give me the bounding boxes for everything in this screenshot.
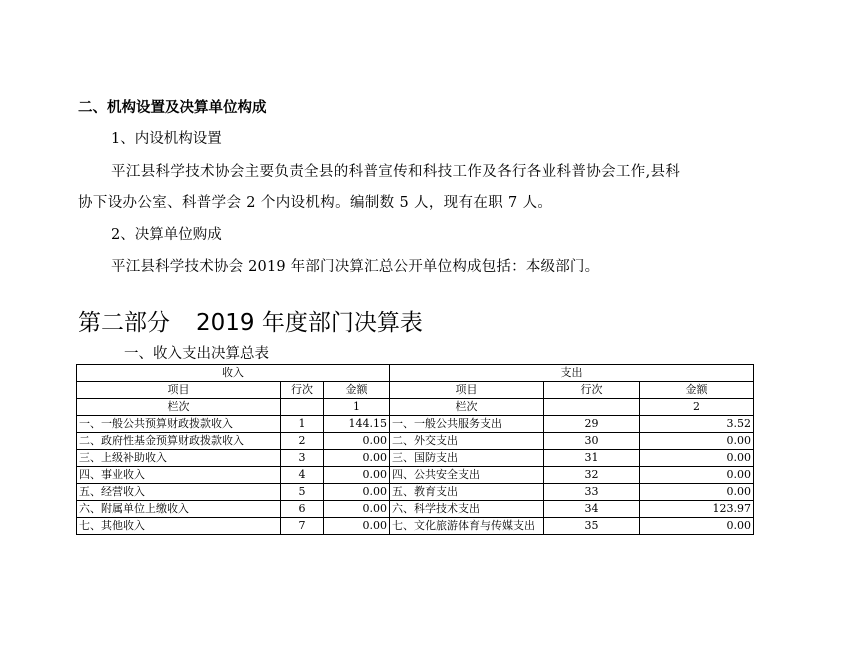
table-title: 一、收入支出决算总表 [124,346,269,362]
income-line: 4 [281,467,324,484]
income-line: 1 [281,416,324,433]
expense-amount: 3.52 [640,416,754,433]
income-header: 收入 [77,365,390,382]
expense-amount: 0.00 [640,518,754,535]
income-amount: 0.00 [324,501,390,518]
part-title-label: 第二部分 [78,310,170,336]
expense-line: 35 [544,518,640,535]
income-line: 2 [281,433,324,450]
income-amount: 0.00 [324,433,390,450]
income-lanci-no: 1 [324,399,390,416]
income-amount: 144.15 [324,416,390,433]
paragraph-budget-units: 平江县科学技术协会 2019 年部门决算汇总公开单位构成包括：本级部门。 [111,259,600,275]
table-row [77,467,754,484]
budget-summary-table [76,364,754,535]
income-item: 七、其他收入 [77,518,281,535]
expense-item: 五、教育支出 [390,484,544,501]
expense-line: 32 [544,467,640,484]
expense-col-line: 行次 [544,382,640,399]
expense-amount: 0.00 [640,484,754,501]
table-row [77,416,754,433]
expense-amount: 0.00 [640,467,754,484]
income-line: 3 [281,450,324,467]
income-amount: 0.00 [324,450,390,467]
expense-item: 四、公共安全支出 [390,467,544,484]
paragraph-structure-line1: 平江县科学技术协会主要负责全县的科普宣传和科技工作及各行各业科普协会工作,县科 [111,164,681,180]
income-line: 5 [281,484,324,501]
income-lanci-empty [281,399,324,416]
income-amount: 0.00 [324,518,390,535]
expense-line: 29 [544,416,640,433]
subheading-budget-units: 2、决算单位购成 [111,227,222,243]
table-header-row-groups [77,365,754,382]
income-lanci-label: 栏次 [77,399,281,416]
expense-lanci-label: 栏次 [390,399,544,416]
part-title [78,308,423,338]
expense-line: 33 [544,484,640,501]
paragraph-structure-line2: 协下设办公室、科普学会 2 个内设机构。编制数 5 人，现有在职 7 人。 [78,195,553,211]
income-col-item: 项目 [77,382,281,399]
table-row [77,450,754,467]
expense-amount: 0.00 [640,433,754,450]
income-item: 三、上级补助收入 [77,450,281,467]
expense-item: 六、科学技术支出 [390,501,544,518]
income-line: 6 [281,501,324,518]
income-amount: 0.00 [324,467,390,484]
income-item: 四、事业收入 [77,467,281,484]
expense-lanci-empty [544,399,640,416]
income-item: 五、经营收入 [77,484,281,501]
table-row [77,484,754,501]
table-row [77,433,754,450]
expense-col-amount: 金额 [640,382,754,399]
income-item: 一、一般公共预算财政拨款收入 [77,416,281,433]
table-row [77,518,754,535]
expense-col-item: 项目 [390,382,544,399]
table-header-row-columns [77,382,754,399]
expense-amount: 123.97 [640,501,754,518]
income-amount: 0.00 [324,484,390,501]
expense-line: 34 [544,501,640,518]
expense-header: 支出 [390,365,754,382]
expense-item: 三、国防支出 [390,450,544,467]
expense-line: 30 [544,433,640,450]
expense-line: 31 [544,450,640,467]
income-col-line: 行次 [281,382,324,399]
part-title-text: 2019 年度部门决算表 [196,310,423,336]
income-line: 7 [281,518,324,535]
expense-lanci-no: 2 [640,399,754,416]
income-item: 六、附属单位上缴收入 [77,501,281,518]
table-row [77,501,754,518]
income-item: 二、政府性基金预算财政拨款收入 [77,433,281,450]
section-heading: 二、机构设置及决算单位构成 [78,99,267,116]
expense-item: 七、文化旅游体育与传媒支出 [390,518,544,535]
expense-item: 一、一般公共服务支出 [390,416,544,433]
expense-amount: 0.00 [640,450,754,467]
expense-item: 二、外交支出 [390,433,544,450]
income-col-amount: 金额 [324,382,390,399]
table-lanci-row [77,399,754,416]
subheading-internal-structure: 1、内设机构设置 [111,131,222,147]
